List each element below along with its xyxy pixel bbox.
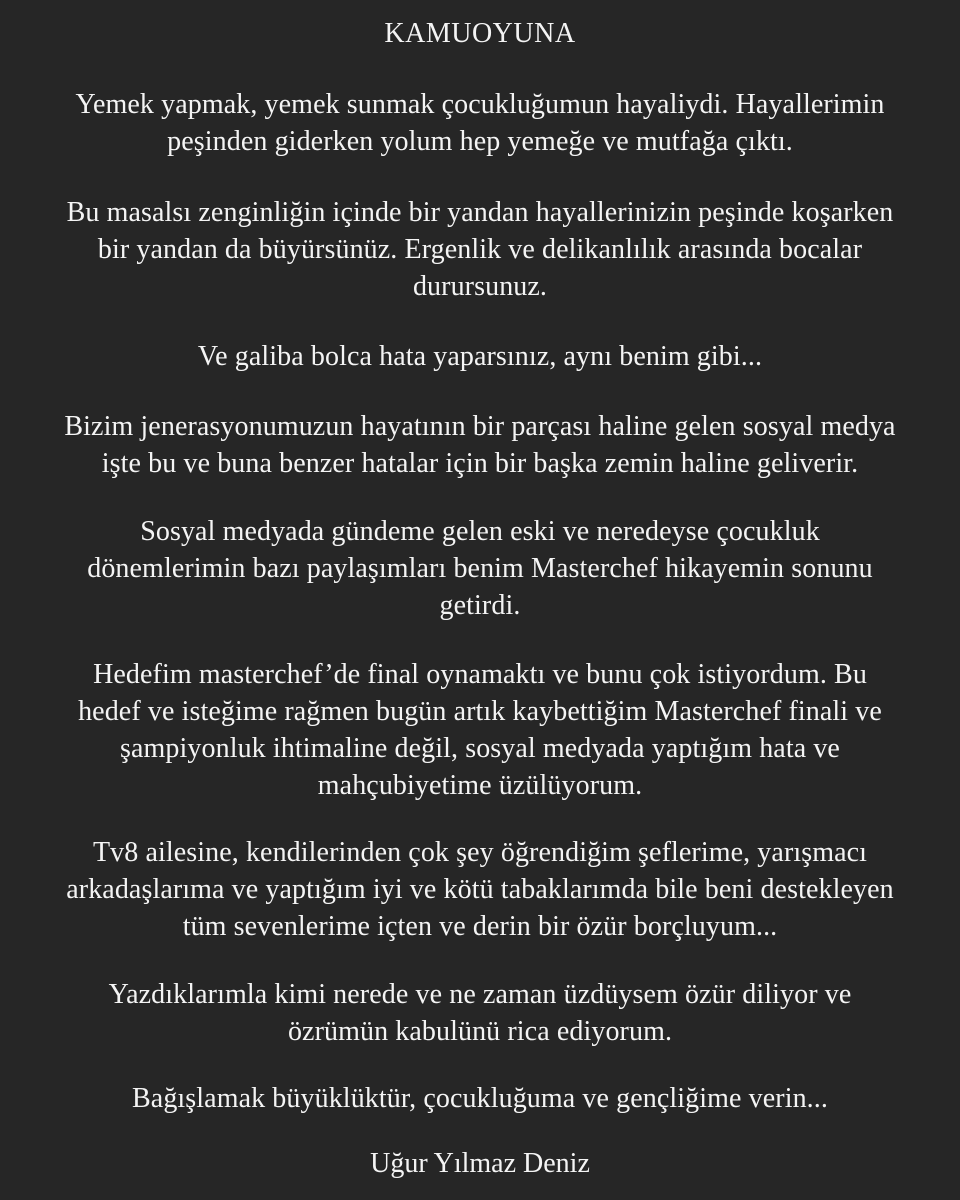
paragraph-3	[0, 338, 960, 375]
paragraph-4	[0, 408, 960, 482]
paragraph-line: arkadaşlarıma ve yaptığım iyi ve kötü tabaklarımda bile beni destekleyen	[66, 874, 894, 905]
paragraph-1	[0, 86, 960, 160]
document-title: KAMUOYUNA	[384, 18, 576, 49]
paragraph-line: Bu masalsı zenginliğin içinde bir yandan hayallerinizin peşinde koşarken	[66, 197, 894, 228]
paragraph-line: Ve galiba bolca hata yaparsınız, aynı benim gibi...	[197, 341, 763, 372]
paragraph-2	[0, 194, 960, 305]
paragraph-line: Tv8 ailesine, kendilerinden çok şey öğrendiğim şeflerime, yarışmacı	[92, 837, 868, 868]
paragraph-line: Bağışlamak büyüklüktür, çocukluğuma ve gençliğime verin...	[132, 1083, 828, 1114]
paragraph-line: Sosyal medyada gündeme gelen eski ve neredeyse çocukluk	[140, 516, 820, 547]
paragraph-line: Bizim jenerasyonumuzun hayatının bir parçası haline gelen sosyal medya	[64, 411, 896, 442]
paragraph-5	[0, 513, 960, 624]
paragraph-line: Hedefim masterchef’de final oynamaktı ve bunu çok istiyordum. Bu	[93, 659, 867, 690]
paragraph-line: mahçubiyetime üzülüyorum.	[317, 770, 643, 801]
paragraph-line: işte bu ve buna benzer hatalar için bir başka zemin haline geliverir.	[101, 448, 859, 479]
paragraph-6	[0, 656, 960, 804]
paragraph-line: tüm sevenlerime içten ve derin bir özür borçluyum...	[182, 911, 778, 942]
paragraph-7	[0, 834, 960, 945]
paragraph-line: dönemlerimin bazı paylaşımları benim Masterchef hikayemin sonunu	[87, 553, 873, 584]
paragraph-9	[0, 1080, 960, 1117]
paragraph-line: peşinden giderken yolum hep yemeğe ve mutfağa çıktı.	[167, 126, 793, 157]
signature: Uğur Yılmaz Deniz	[370, 1148, 590, 1179]
paragraph-line: durursunuz.	[412, 271, 548, 302]
paragraph-8	[0, 976, 960, 1050]
paragraph-line: hedef ve isteğime rağmen bugün artık kaybettiğim Masterchef finali ve	[78, 696, 882, 727]
paragraph-line: şampiyonluk ihtimaline değil, sosyal medyada yaptığım hata ve	[120, 733, 840, 764]
paragraph-line: getirdi.	[439, 590, 521, 621]
paragraph-line: özrümün kabulünü rica ediyorum.	[287, 1016, 673, 1047]
paragraph-line: Yazdıklarımla kimi nerede ve ne zaman üzdüysem özür diliyor ve	[108, 979, 852, 1010]
paragraph-line: bir yandan da büyürsünüz. Ergenlik ve delikanlılık arasında bocalar	[97, 234, 863, 265]
paragraph-line: Yemek yapmak, yemek sunmak çocukluğumun hayaliydi. Hayallerimin	[75, 89, 885, 120]
